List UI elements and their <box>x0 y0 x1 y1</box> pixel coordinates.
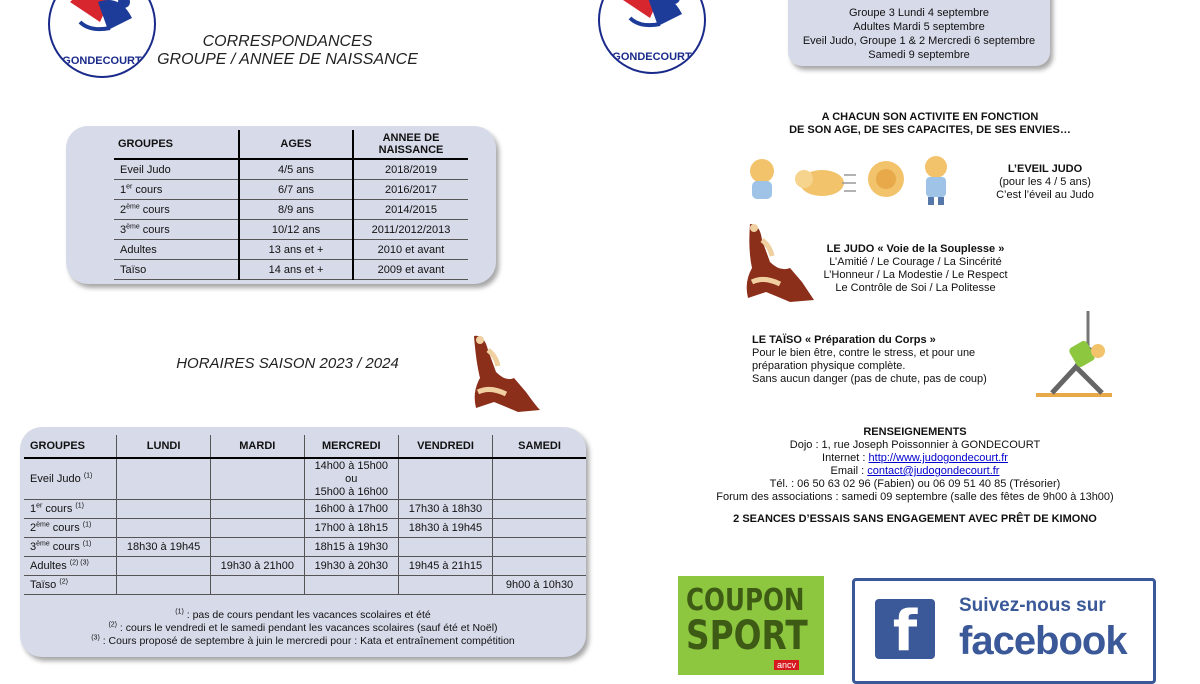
email-link[interactable]: contact@judogondecourt.fr <box>867 465 1000 477</box>
age-cell: 14 ans et + <box>239 260 353 280</box>
schedule-table <box>24 435 586 595</box>
age-group-cell: Taïso <box>114 260 239 280</box>
schedule-header-mardi: MARDI <box>210 435 304 458</box>
eveil-line: C’est l’éveil au Judo <box>996 189 1094 201</box>
facebook-banner[interactable] <box>852 578 1156 684</box>
age-cell: 8/9 ans <box>239 200 353 220</box>
age-group-cell: Adultes <box>114 240 239 260</box>
coupon-sport-logo <box>678 576 824 675</box>
table-row <box>114 180 468 200</box>
schedule-cell-mardi <box>210 500 304 519</box>
facebook-icon: f <box>875 599 935 659</box>
rentree-line: Eveil Judo, Groupe 1 & 2 Mercredi 6 septembre <box>802 35 1036 47</box>
age-table-header-groupes: GROUPES <box>114 130 239 159</box>
table-row <box>114 240 468 260</box>
taiso-line: Sans aucun danger (pas de chute, pas de coup) <box>752 373 987 385</box>
age-group-cell: 3ème cours <box>114 220 239 240</box>
schedule-header-mercredi: MERCREDI <box>304 435 398 458</box>
schedule-cell-lundi <box>117 557 211 576</box>
forum-line: Forum des associations : samedi 09 septembre (salle des fêtes de 9h00 à 13h00) <box>716 491 1114 503</box>
schedule-footnotes <box>30 609 576 648</box>
age-cell: 13 ans et + <box>239 240 353 260</box>
age-group-cell: Eveil Judo <box>114 159 239 180</box>
internet-line <box>700 452 1130 465</box>
judo-block <box>808 243 1023 295</box>
age-group-cell: 1er cours <box>114 180 239 200</box>
eveil-block <box>960 163 1130 202</box>
taiso-stretch-illustration <box>1032 307 1116 399</box>
phone-line: Tél. : 06 50 63 02 96 (Fabien) ou 06 09 51 40 85 (Trésorier) <box>769 478 1061 490</box>
taiso-block <box>752 334 1032 386</box>
schedule-group-cell: 1er cours $^{(1)}$ <box>24 500 117 519</box>
correspondances-title <box>150 33 425 69</box>
table-row <box>114 159 468 180</box>
schedule-cell-vendredi <box>398 458 492 500</box>
info-title: RENSEIGNEMENTS <box>863 426 967 438</box>
internet-label: Internet : <box>822 452 869 464</box>
judo-club-emblem <box>600 0 704 72</box>
ancv-badge: ancv <box>774 660 799 670</box>
age-group-cell: 2ème cours <box>114 200 239 220</box>
schedule-group-cell: Adultes $^{(2) (3)}$ <box>24 557 117 576</box>
birth-year-cell: 2011/2012/2013 <box>353 220 468 240</box>
taiso-line: Pour le bien être, contre le stress, et pour une <box>752 347 976 359</box>
schedule-cell-mercredi: 16h00 à 17h00 <box>304 500 398 519</box>
schedule-cell-mardi <box>210 576 304 595</box>
schedule-panel <box>20 427 586 657</box>
email-label: Email : <box>830 465 868 477</box>
website-link[interactable]: http://www.judogondecourt.fr <box>868 452 1008 464</box>
table-row <box>24 576 586 595</box>
trial-sessions-line: 2 SEANCES D’ESSAIS SANS ENGAGEMENT AVEC PRÊT DE KIMONO <box>733 513 1097 525</box>
table-row <box>24 538 586 557</box>
facebook-wordmark: facebook <box>959 619 1127 663</box>
birth-year-cell: 2010 et avant <box>353 240 468 260</box>
age-table-header-ages: AGES <box>239 130 353 159</box>
schedule-cell-vendredi <box>398 576 492 595</box>
club-logo-left <box>48 0 156 78</box>
horaires-title: HORAIRES SAISON 2023 / 2024 <box>176 355 399 372</box>
activity-heading-line: A CHACUN SON ACTIVITE EN FONCTION <box>821 111 1039 123</box>
judo-illustration <box>740 220 816 304</box>
birth-year-cell: 2016/2017 <box>353 180 468 200</box>
judo-line: L’Amitié / Le Courage / La Sincérité <box>829 256 1002 268</box>
age-cell: 6/7 ans <box>239 180 353 200</box>
coupon-text: COUPON SPORT <box>686 583 808 659</box>
judo-throw-illustration <box>466 332 544 414</box>
schedule-group-cell: Eveil Judo $^{(1)}$ <box>24 458 117 500</box>
schedule-cell-samedi <box>493 557 586 576</box>
schedule-cell-mardi <box>210 519 304 538</box>
table-row <box>114 200 468 220</box>
schedule-header-vendredi: VENDREDI <box>398 435 492 458</box>
eveil-judo-kids-illustration <box>744 153 956 205</box>
schedule-cell-lundi <box>117 519 211 538</box>
schedule-cell-vendredi: 19h45 à 21h15 <box>398 557 492 576</box>
schedule-cell-vendredi: 17h30 à 18h30 <box>398 500 492 519</box>
svg-text:GONDECOURT: GONDECOURT <box>612 51 692 63</box>
info-block <box>700 426 1130 526</box>
schedule-cell-mercredi: 17h00 à 18h15 <box>304 519 398 538</box>
schedule-cell-samedi <box>493 538 586 557</box>
schedule-cell-lundi: 18h30 à 19h45 <box>117 538 211 557</box>
rentree-line: Adultes Mardi 5 septembre <box>853 21 985 33</box>
schedule-cell-samedi <box>493 519 586 538</box>
activity-heading-line: DE SON AGE, DE SES CAPACITES, DE SES ENVIES… <box>789 124 1071 136</box>
schedule-group-cell: 2ème cours $^{(1)}$ <box>24 519 117 538</box>
activity-heading <box>740 111 1120 137</box>
schedule-cell-mercredi: 19h30 à 20h30 <box>304 557 398 576</box>
footnote: $^{(3)}$ : Cours proposé de septembre à juin le mercredi pour : Kata et entraînement compétition <box>91 634 515 647</box>
taiso-title: LE TAÏSO « Préparation du Corps » <box>752 334 936 346</box>
birth-year-cell: 2018/2019 <box>353 159 468 180</box>
judo-club-emblem <box>50 0 154 76</box>
dojo-address: Dojo : 1, rue Joseph Poissonnier à GONDECOURT <box>789 439 1041 451</box>
table-row <box>24 519 586 538</box>
rentree-dates <box>788 6 1050 62</box>
table-row <box>24 500 586 519</box>
judo-line: L’Honneur / La Modestie / Le Respect <box>823 269 1008 281</box>
age-table <box>114 130 468 280</box>
schedule-cell-mardi <box>210 458 304 500</box>
age-cell: 10/12 ans <box>239 220 353 240</box>
rentree-line: Samedi 9 septembre <box>868 49 970 61</box>
schedule-cell-samedi: 9h00 à 10h30 <box>493 576 586 595</box>
schedule-group-cell: 3ème cours $^{(1)}$ <box>24 538 117 557</box>
judo-title: LE JUDO « Voie de la Souplesse » <box>826 243 1005 255</box>
taiso-line: préparation physique complète. <box>752 360 906 372</box>
facebook-follow-text: Suivez-nous sur <box>959 595 1106 616</box>
schedule-cell-mercredi <box>304 576 398 595</box>
schedule-cell-mardi <box>210 538 304 557</box>
table-row <box>114 220 468 240</box>
judo-line: Le Contrôle de Soi / La Politesse <box>835 282 996 294</box>
svg-text:GONDECOURT: GONDECOURT <box>62 55 142 67</box>
schedule-header-groupes: GROUPES <box>24 435 117 458</box>
schedule-group-cell: Taïso $^{(2)}$ <box>24 576 117 595</box>
schedule-cell-mercredi: 18h15 à 19h30 <box>304 538 398 557</box>
correspondances-heading: CORRESPONDANCES <box>202 33 373 50</box>
schedule-cell-mercredi: 14h00 à 15h00 ou 15h00 à 16h00 <box>304 458 398 500</box>
table-row <box>114 260 468 280</box>
schedule-cell-lundi <box>117 458 211 500</box>
schedule-cell-samedi <box>493 458 586 500</box>
schedule-cell-vendredi <box>398 538 492 557</box>
club-logo-right <box>598 0 706 74</box>
schedule-cell-vendredi: 18h30 à 19h45 <box>398 519 492 538</box>
rentree-panel <box>788 0 1050 66</box>
table-row <box>24 458 586 500</box>
schedule-cell-mardi: 19h30 à 21h00 <box>210 557 304 576</box>
table-row <box>24 557 586 576</box>
rentree-line: Groupe 3 Lundi 4 septembre <box>848 7 990 19</box>
schedule-cell-lundi <box>117 576 211 595</box>
age-cell: 4/5 ans <box>239 159 353 180</box>
schedule-header-lundi: LUNDI <box>117 435 211 458</box>
email-line <box>700 465 1130 478</box>
schedule-cell-lundi <box>117 500 211 519</box>
age-table-header-annee: ANNEE DE NAISSANCE <box>353 130 468 159</box>
birth-year-cell: 2009 et avant <box>353 260 468 280</box>
footnote: $^{(2)}$ : cours le vendredi et le samedi pendant les vacances scolaires (sauf été et Noël) <box>108 621 498 634</box>
birth-year-cell: 2014/2015 <box>353 200 468 220</box>
correspondances-subheading: GROUPE / ANNEE DE NAISSANCE <box>157 51 418 68</box>
schedule-cell-samedi <box>493 500 586 519</box>
eveil-line: (pour les 4 / 5 ans) <box>999 176 1091 188</box>
age-table-panel <box>66 126 496 284</box>
footnote: $^{(1)}$ : pas de cours pendant les vacances scolaires et été <box>175 608 431 621</box>
eveil-title: L’EVEIL JUDO <box>1007 163 1083 175</box>
schedule-header-samedi: SAMEDI <box>493 435 586 458</box>
